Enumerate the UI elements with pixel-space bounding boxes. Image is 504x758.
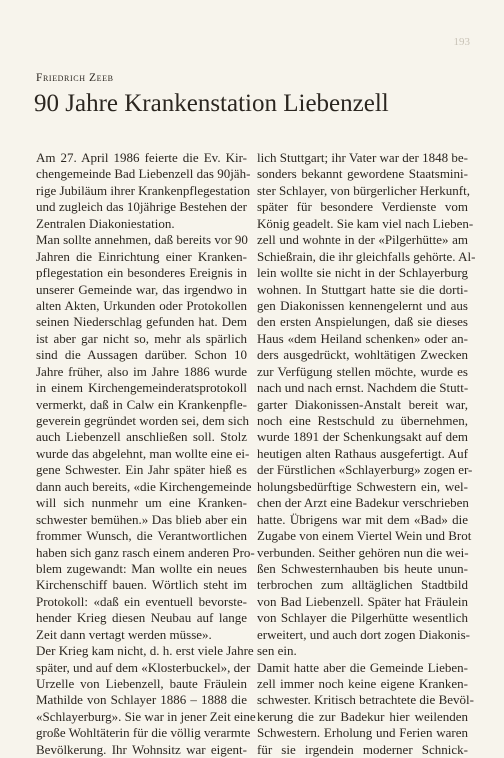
text-line: haben sich ganz rasch einem anderen Pro- [36, 544, 255, 560]
text-line: dann auch bereits, «die Kirchengemeinde [36, 478, 252, 494]
text-line: Haus «dem Heiland schenken» oder an- [257, 330, 468, 346]
text-line: Man sollte annehmen, daß bereits vor 90 [36, 232, 248, 248]
text-line: verbunden. Seither gehören nun die wei- [257, 544, 469, 560]
text-line: frommer Wunsch, die Verantwortlichen [36, 528, 247, 544]
text-line: rige Jubiläum ihrer Krankenpflegestation [36, 182, 251, 198]
text-line: und zugleich das 10jährige Bestehen der [36, 199, 247, 215]
text-line: den ersten Anspielungen, daß sie dieses [257, 314, 468, 330]
text-line: chen der Arzt eine Badekur verschrieben [257, 495, 469, 511]
text-line: terbrochen zum alltäglichen Stadtbild [257, 577, 468, 593]
left-text-column [36, 150, 256, 758]
text-line: schwester bemühen.» Das blieb aber ein [36, 511, 247, 527]
text-line: König geadelt. Sie kam viel nach Lieben- [257, 215, 474, 231]
text-line: pflegestation ein besonderes Ereignis in [36, 265, 247, 281]
text-line: später für besondere Verdienste vom [257, 199, 468, 215]
text-line: ist aber gar nicht so, mehr als spärlich [36, 330, 247, 346]
text-line: Zentralen Diakoniestation. [36, 215, 175, 231]
text-line: chengemeinde Bad Liebenzell das 90jäh- [36, 166, 251, 182]
text-line: kerung die zur Badekur hier weilenden [257, 708, 468, 724]
text-line: Kirchenschiff bauen. Wörtlich steht im [36, 577, 247, 593]
text-line: wurde das abgelehnt, man wollte eine ei- [36, 445, 250, 461]
text-line: vermerkt, daß in Calw ein Krankenpfle- [36, 396, 247, 412]
text-line: «Schlayerburg». Sie war in jener Zeit eine [36, 708, 256, 724]
article-title: 90 Jahre Krankenstation Liebenzell [34, 90, 389, 117]
text-line: sen ein. [257, 643, 297, 659]
text-line: Schwestern. Erholung und Ferien waren [257, 725, 468, 741]
text-line: hatte. Übrigens war mit dem «Bad» die [257, 511, 468, 527]
text-line: Der Krieg kam nicht, d. h. erst viele Jahre [36, 643, 254, 659]
text-line: ßen Schwesternhauben bis heute unun- [257, 560, 468, 576]
text-line: blem zugewandt: Man wollte ein neues [36, 560, 247, 576]
text-line: Damit hatte aber die Gemeinde Lieben- [257, 659, 468, 675]
text-line: Bevölkerung. Ihr Wohnsitz war eigent- [36, 741, 247, 757]
text-line: zell immer noch keine eigene Kranken- [257, 676, 468, 691]
text-line: der Fürstlichen «Schlayerburg» zogen er- [257, 462, 473, 478]
text-line: zell und wohnte in der «Pilgerhütte» am [257, 232, 468, 248]
text-line: später, und auf dem «Klosterbuckel», der [36, 659, 251, 675]
text-line: wohnen. In Stuttgart hatte sie die dorti- [257, 281, 468, 297]
text-line: gen Diakonissen kennengelernt und aus [257, 297, 468, 313]
text-line: garter Diakonissen-Anstalt bereit war, [257, 396, 468, 412]
text-line: große Wohltäterin für die völlig verarmte [36, 725, 251, 741]
text-line: will sich nunmehr um eine Kranken- [36, 495, 247, 511]
text-line: auch Liebenzell anschließen soll. Stolz [36, 429, 247, 445]
text-line: Zeit dann vertagt werden müsse». [36, 626, 212, 642]
text-line: Schießrain, die ihr gleichfalls gehörte. Al- [257, 248, 476, 264]
text-line: von Schlayer die Pilgerhütte wesentlich [257, 610, 468, 626]
text-line: zur Verfügung stellen möchte, wurde es [257, 363, 468, 379]
text-line: nach und nach ernst. Nachdem die Stutt- [257, 380, 469, 396]
text-line: lein wollte sie nicht in der Schlayerburg [257, 265, 468, 281]
text-line: geverein gegründet worden sei, dem sich [36, 413, 249, 428]
text-line: sind die Aussagen darüber. Schon 10 [36, 347, 247, 363]
text-line: für sie irgendein moderner Schnick- [257, 741, 468, 757]
text-line: holungsbedürftige Schwestern ein, wel- [257, 478, 468, 494]
text-line: schwester. Kritisch betrachtete die Bevöl- [257, 692, 474, 708]
text-line: in einem Kirchengemeinderatsprotokoll [36, 380, 247, 396]
page-number: 193 [453, 36, 470, 48]
text-line: alten Akten, Urkunden oder Protokollen [36, 297, 247, 313]
text-line: lich Stuttgart; ihr Vater war der 1848 be- [257, 150, 468, 165]
text-line: Zugabe von einem Viertel Wein und Brot [257, 528, 472, 544]
text-line: erweitert, und auch dort zogen Diakonis- [257, 626, 470, 642]
text-line: Protokoll: «daß ein eventuell bevorste- [36, 593, 247, 609]
text-line: ders ausgedrückt, wohltätigen Zwecken [257, 347, 468, 363]
text-line: noch eine Restschuld zu übernehmen, [257, 413, 468, 428]
right-text-column [257, 150, 476, 758]
text-line: Jahren die Einrichtung einer Kranken- [36, 248, 247, 264]
text-line: heutigen alten Rathaus ausgefertigt. Auf [257, 445, 468, 461]
text-line: gene Schwester. Ein Jahr später hieß es [36, 462, 247, 478]
text-line: sonders bekannt gewordene Staatsmini- [257, 166, 468, 182]
author-name: Friedrich Zeeb [36, 72, 114, 84]
text-line: von Bad Liebenzell. Später hat Fräulein [257, 593, 468, 609]
text-line: seinen Niederschlag gefunden hat. Dem [36, 314, 247, 330]
text-line: unserer Gemeinde war, das irgendwo in [36, 281, 247, 297]
text-line: Mathilde von Schlayer 1886 – 1888 die [36, 692, 247, 708]
text-line: hender Krieg diesen Neubau auf lange [36, 610, 247, 626]
text-line: Urzelle von Liebenzell, baute Fräulein [36, 676, 247, 691]
text-line: Jahre früher, also im Jahre 1886 wurde [36, 363, 247, 379]
text-line: wurde 1891 der Schenkungsakt auf dem [257, 429, 468, 445]
text-line: Am 27. April 1986 feierte die Ev. Kir- [36, 150, 247, 165]
text-line: ster Schlayer, von bürgerlicher Herkunft, [257, 182, 470, 198]
